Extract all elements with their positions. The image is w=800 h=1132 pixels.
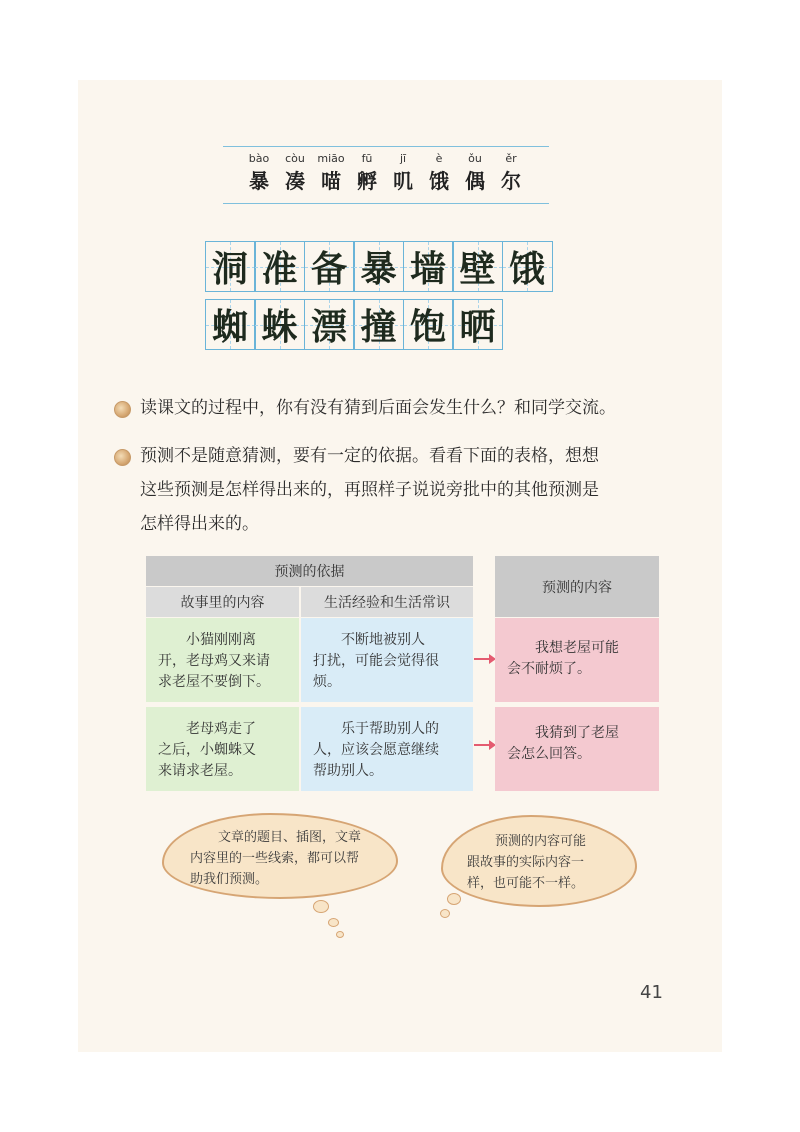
- writing-cell: [452, 241, 503, 292]
- cell-line: 我猜到了老屋: [535, 725, 619, 741]
- cloud-bubble-dot: [328, 918, 339, 927]
- cloud-line: 跟故事的实际内容一: [467, 855, 585, 870]
- writing-char: 蜘: [211, 306, 248, 348]
- cell-line: 打扰，可能会觉得很: [313, 653, 439, 669]
- writing-cell: [452, 299, 503, 350]
- writing-cell: [502, 241, 553, 292]
- pinyin-text: è: [435, 152, 443, 165]
- pinyin-text: còu: [285, 152, 305, 165]
- pinyin-char: 叽: [393, 169, 413, 193]
- writing-char: 漂: [310, 306, 347, 348]
- table-header-life: [301, 587, 473, 617]
- pinyin-text: bào: [248, 152, 270, 165]
- pinyin-item: [493, 152, 529, 196]
- cloud-line: 预测的内容可能: [495, 834, 587, 849]
- cell-line: 不断地被别人: [341, 632, 425, 648]
- cloud-line: 文章的题目、插图，文章: [218, 830, 362, 845]
- pinyin-char: 暴: [249, 169, 269, 193]
- cell-line: 人，应该会愿意继续: [313, 742, 439, 758]
- cell-line: 乐于帮助别人的: [341, 721, 439, 737]
- table-cell-prediction: [495, 618, 659, 702]
- writing-cell: [304, 241, 355, 292]
- cloud-line: 样，也可能不一样。: [467, 876, 585, 891]
- writing-char: 晒: [459, 306, 496, 348]
- table-cell-life: [301, 707, 473, 791]
- writing-cell: [205, 241, 256, 292]
- pinyin-bottom-line: [223, 203, 549, 204]
- writing-cell: [254, 299, 305, 350]
- pinyin-char: 孵: [357, 169, 377, 193]
- writing-grid-row-1: [206, 241, 553, 292]
- writing-cell: [353, 241, 404, 292]
- pinyin-char: 饿: [429, 169, 449, 193]
- cell-line: 来请求老屋。: [158, 763, 242, 779]
- writing-char: 饱: [409, 306, 446, 348]
- header-text: 生活经验和生活常识: [324, 595, 450, 611]
- writing-char: 备: [310, 248, 347, 290]
- pinyin-item: [241, 152, 277, 196]
- table-cell-story: [146, 618, 299, 702]
- cloud-bubble-dot: [313, 900, 329, 913]
- pinyin-item: [349, 152, 385, 196]
- cell-line: 烦。: [313, 674, 341, 690]
- pinyin-top-line: [223, 146, 549, 147]
- writing-char: 壁: [459, 248, 496, 290]
- writing-char: 墙: [409, 248, 446, 290]
- writing-cell: [403, 299, 454, 350]
- table-cell-prediction: [495, 707, 659, 791]
- writing-char: 饿: [508, 248, 545, 290]
- bullet-icon: [114, 449, 131, 466]
- pinyin-text: ěr: [505, 152, 517, 165]
- table-header-prediction: [495, 556, 659, 617]
- bullet-icon: [114, 401, 131, 418]
- arrow-icon: [474, 658, 494, 660]
- table-cell-life: [301, 618, 473, 702]
- writing-char: 撞: [360, 306, 397, 348]
- pinyin-text: ǒu: [468, 152, 482, 165]
- cell-line: 帮助别人。: [313, 763, 383, 779]
- cloud-bubble-dot: [336, 931, 344, 938]
- writing-char: 蛛: [261, 306, 298, 348]
- pinyin-char: 凑: [285, 169, 305, 193]
- question-1: 读课文的过程中，你有没有猜到后面会发生什么？和同学交流。: [140, 398, 616, 418]
- cell-line: 会怎么回答。: [507, 746, 591, 762]
- pinyin-char: 偶: [465, 169, 485, 193]
- cloud-line: 内容里的一些线索，都可以帮: [190, 851, 360, 866]
- writing-cell: [353, 299, 404, 350]
- cell-line: 小猫刚刚离: [186, 632, 256, 648]
- cloud-bubble-dot: [440, 909, 450, 918]
- writing-cell: [205, 299, 256, 350]
- writing-char: 准: [261, 248, 298, 290]
- pinyin-item: [457, 152, 493, 196]
- pinyin-char: 尔: [501, 169, 521, 193]
- question-2-line-1: 预测不是随意猜测，要有一定的依据。看看下面的表格，想想: [140, 446, 599, 466]
- cell-line: 求老屋不要倒下。: [158, 674, 270, 690]
- writing-grid-row-2: [206, 299, 503, 350]
- table-cell-story: [146, 707, 299, 791]
- question-2-line-2: 这些预测是怎样得出来的，再照样子说说旁批中的其他预测是: [140, 480, 599, 500]
- pinyin-text: miāo: [317, 152, 345, 165]
- writing-char: 洞: [211, 248, 248, 290]
- pinyin-item: [277, 152, 313, 196]
- cell-line: 开，老母鸡又来请: [158, 653, 270, 669]
- cloud-line: 助我们预测。: [190, 872, 269, 887]
- pinyin-text: jī: [399, 152, 407, 165]
- cell-line: 老母鸡走了: [186, 721, 256, 737]
- pinyin-row: [241, 152, 529, 196]
- table-header-story: [146, 587, 299, 617]
- pinyin-item: [385, 152, 421, 196]
- writing-cell: [254, 241, 305, 292]
- question-2-line-3: 怎样得出来的。: [140, 514, 259, 534]
- pinyin-item: [421, 152, 457, 196]
- cell-line: 之后，小蜘蛛又: [158, 742, 256, 758]
- header-text: 预测的依据: [274, 564, 345, 580]
- pinyin-vocabulary: [223, 146, 549, 204]
- cell-line: 我想老屋可能: [535, 640, 619, 656]
- header-text: 预测的内容: [542, 579, 612, 596]
- header-text: 故事里的内容: [180, 595, 265, 611]
- pinyin-char: 喵: [321, 169, 341, 193]
- cell-line: 会不耐烦了。: [507, 661, 591, 677]
- pinyin-item: [313, 152, 349, 196]
- cloud-bubble-dot: [447, 893, 461, 905]
- page-number: 41: [640, 982, 663, 1003]
- arrow-icon: [474, 744, 494, 746]
- writing-cell: [304, 299, 355, 350]
- table-header-basis: [146, 556, 473, 586]
- pinyin-text: fū: [361, 152, 373, 165]
- writing-char: 暴: [360, 248, 397, 290]
- writing-cell: [403, 241, 454, 292]
